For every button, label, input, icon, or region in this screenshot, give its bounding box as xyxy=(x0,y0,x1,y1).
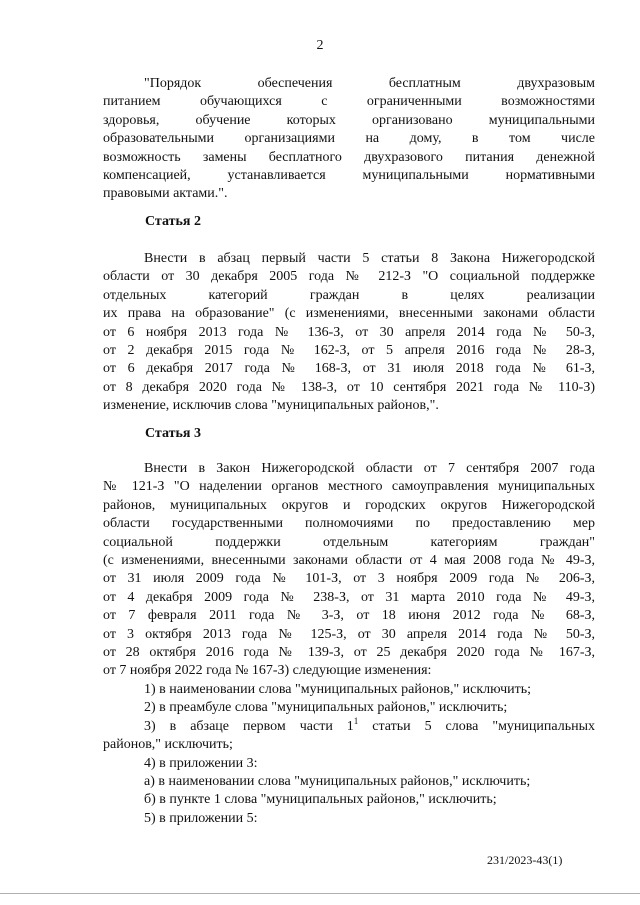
footer-divider xyxy=(0,893,640,894)
page-number: 2 xyxy=(316,38,324,53)
article-line: отдельных категорий граждан в целях реализации xyxy=(103,287,595,303)
list-item-4: 4) в приложении 3: xyxy=(144,755,258,771)
list-item-5: 5) в приложении 5: xyxy=(144,810,258,826)
list-item-4b: б) в пункте 1 слова "муниципальных районов," исключить; xyxy=(144,792,497,808)
article-line: области государственными полномочиями по предоставлению мер xyxy=(103,516,595,532)
quote-line: образовательными организациями на дому, в том числе xyxy=(103,131,595,147)
article-line: от 6 декабря 2017 года № 168-З, от 31 июля 2018 года № 61-З, xyxy=(103,361,595,377)
quote-line: правовыми актами.". xyxy=(103,186,228,202)
article-line: от 2 декабря 2015 года № 162-З, от 5 апреля 2016 года № 28-З, xyxy=(103,343,595,359)
quote-line: компенсацией, устанавливается муниципальными нормативными xyxy=(103,168,595,184)
article-line: от 6 ноября 2013 года № 136-З, от 30 апреля 2014 года № 50-З, xyxy=(103,324,595,340)
article-line: (с изменениями, внесенными законами области от 4 мая 2008 года № 49-З, xyxy=(103,553,595,569)
quote-line: питанием обучающихся с ограниченными возможностями xyxy=(103,94,595,110)
article-line: изменение, исключив слова "муниципальных районов,". xyxy=(103,398,439,414)
article-line: от 8 декабря 2020 года № 138-З, от 10 сентября 2021 года № 110-З) xyxy=(103,379,595,395)
list-item-3-continuation: районов," исключить; xyxy=(103,737,233,753)
list-item-3-text: 3) в абзаце первом части 1 xyxy=(144,718,354,734)
list-item-3 xyxy=(103,715,595,736)
article-line: от 7 февраля 2011 года № 3-З, от 18 июня 2012 года № 68-З, xyxy=(103,608,595,624)
quote-block xyxy=(103,75,595,204)
quote-line: здоровья, обучение которых организовано муниципальными xyxy=(103,112,595,128)
article-line: районов, муниципальных округов и городских округов Нижегородской xyxy=(103,497,595,513)
superscript-index: 1 xyxy=(353,715,359,726)
article-line: области от 30 декабря 2005 года № 212-З "О социальной поддержке xyxy=(103,269,595,285)
article-line: социальной поддержки отдельным категориям граждан" xyxy=(103,534,595,550)
article-line: № 121-З "О наделении органов местного самоуправления муниципальных xyxy=(103,479,595,495)
quote-line: возможность замены бесплатного двухразового питания денежной xyxy=(103,149,595,165)
quote-line: "Порядок обеспечения бесплатным двухразовым xyxy=(144,76,595,91)
article-3-heading: Статья 3 xyxy=(145,426,201,441)
article-line: от 28 октября 2016 года № 139-З, от 25 декабря 2020 года № 167-З, xyxy=(103,645,595,661)
document-number: 231/2023-43(1) xyxy=(487,853,563,867)
article-line: от 3 октября 2013 года № 125-З, от 30 апреля 2014 года № 50-З, xyxy=(103,626,595,642)
article-2-heading: Статья 2 xyxy=(145,214,201,229)
list-item-4a: а) в наименовании слова "муниципальных районов," исключить; xyxy=(144,773,531,789)
list-item-2: 2) в преамбуле слова "муниципальных районов," исключить; xyxy=(144,700,508,716)
list-item-1: 1) в наименовании слова "муниципальных районов," исключить; xyxy=(144,681,532,697)
article-2-body xyxy=(103,250,595,416)
article-line: от 31 июля 2009 года № 101-З, от 3 ноября 2009 года № 206-З, xyxy=(103,571,595,587)
article-line: от 7 ноября 2022 года № 167-З) следующие изменения: xyxy=(103,663,432,679)
article-3-body xyxy=(103,460,595,828)
article-line: Внести в Закон Нижегородской области от 7 сентября 2007 года xyxy=(144,461,595,476)
article-line: их права на образование" (с изменениями, внесенными законами области xyxy=(103,306,595,322)
list-item-3-text-cont: статьи 5 слова "муниципальных xyxy=(358,718,595,734)
article-line: Внести в абзац первый части 5 статьи 8 Закона Нижегородской xyxy=(144,251,595,266)
article-line: от 4 декабря 2009 года № 238-З, от 31 марта 2010 года № 49-З, xyxy=(103,589,595,605)
